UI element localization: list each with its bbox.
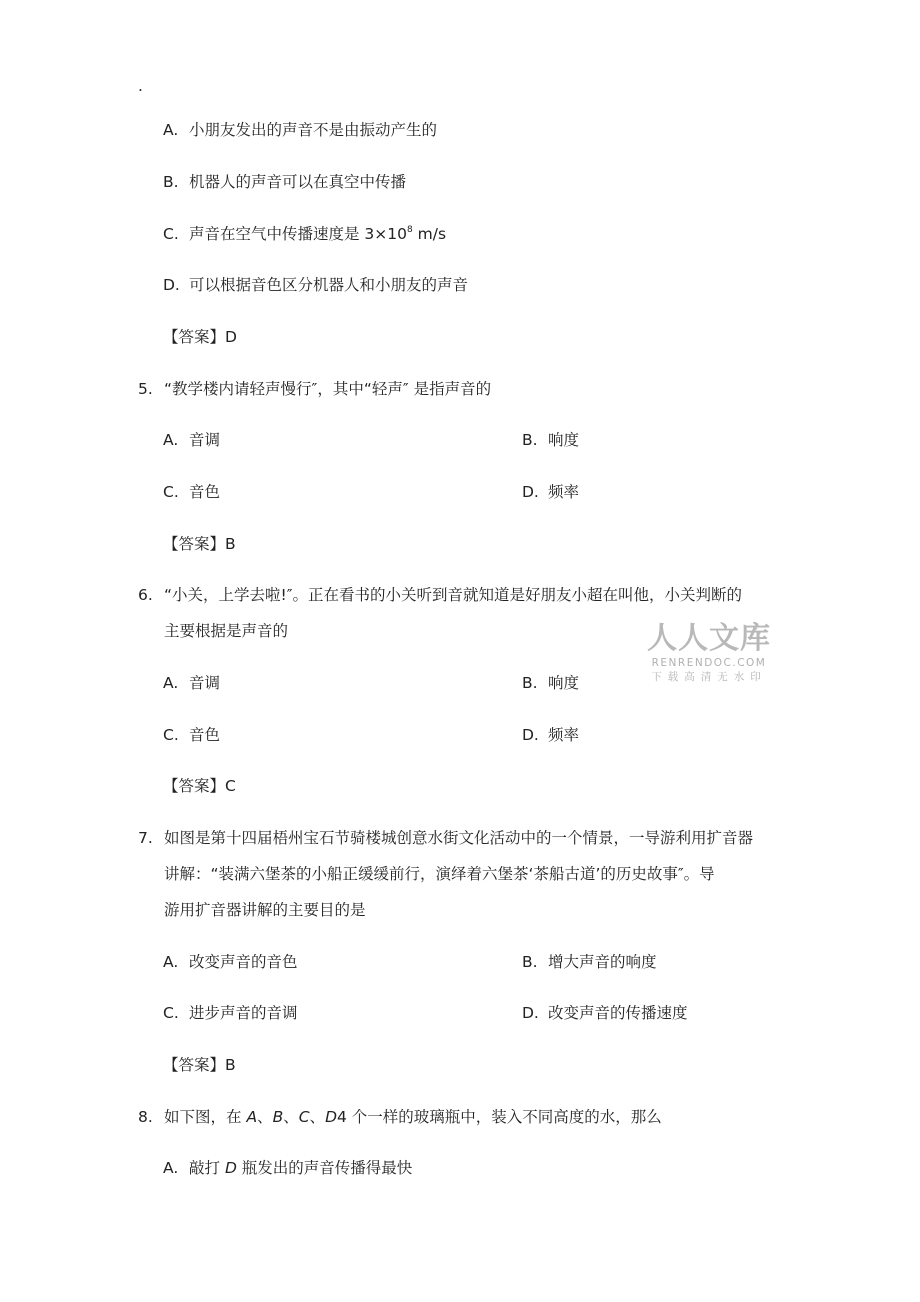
q7-option-b	[522, 952, 657, 972]
q6-option-c	[163, 725, 220, 745]
q4-option-b	[163, 172, 406, 192]
superscript: 8	[407, 225, 413, 235]
option-letter: D.	[522, 483, 539, 501]
option-letter: B.	[163, 173, 179, 191]
option-letter: B.	[522, 674, 538, 692]
bottle-label-c: C	[298, 1108, 310, 1126]
q7-option-d	[522, 1003, 688, 1023]
q5-option-b	[522, 430, 579, 450]
q7-stem-continued: 讲解：“装满六堡茶的小船正缓缓前行，演绎着六堡茶‘茶船古道’的历史故事″。导	[164, 865, 715, 883]
option-letter: C.	[163, 726, 179, 744]
q7-stem-continued-2: 游用扩音器讲解的主要目的是	[164, 901, 366, 919]
option-text: 小朋友发出的声音不是由振动产生的	[189, 121, 438, 139]
question-number: 5.	[138, 380, 153, 398]
q7-option-c	[163, 1003, 298, 1023]
q7-option-a	[163, 952, 298, 972]
option-letter: A.	[163, 431, 179, 449]
q6-option-a	[163, 673, 220, 693]
option-text-unit: m/s	[412, 225, 447, 243]
watermark-title: 人人文库	[647, 621, 771, 656]
q6-answer: 【答案】C	[163, 777, 236, 795]
watermark-subtitle: 下载高清无水印	[651, 671, 767, 683]
option-text: 改变声音的音色	[189, 953, 298, 971]
option-text: 进步声音的音调	[189, 1004, 298, 1022]
q8-option-a	[163, 1158, 412, 1178]
option-text: 频率	[548, 483, 580, 501]
q6-stem-continued: 主要根据是声音的	[164, 622, 289, 640]
q5-option-a	[163, 430, 220, 450]
option-letter: B.	[522, 431, 538, 449]
option-text: 增大声音的响度	[548, 953, 657, 971]
q6-option-b	[522, 673, 579, 693]
question-text: “教学楼内请轻声慢行″，其中“轻声″ 是指声音的	[164, 380, 492, 398]
option-text: 机器人的声音可以在真空中传播	[189, 173, 407, 191]
q4-answer: 【答案】D	[163, 328, 237, 346]
question-text: 如下图，在	[164, 1108, 247, 1126]
question-text-cont: 4 个一样的玻璃瓶中，装入不同高度的水，那么	[337, 1108, 662, 1126]
q6-option-d	[522, 725, 579, 745]
option-letter: C.	[163, 225, 179, 243]
option-letter: D.	[522, 1004, 539, 1022]
option-letter: A.	[163, 121, 179, 139]
q6-stem	[138, 585, 742, 605]
separator: 、	[257, 1108, 273, 1126]
q4-option-d	[163, 275, 468, 295]
q4-option-a	[163, 120, 437, 140]
question-text: “小关，上学去啦!″。正在看书的小关听到音就知道是好朋友小超在叫他，小关判断的	[164, 586, 743, 604]
bottle-label-d: D	[325, 1108, 337, 1126]
option-text: 音调	[189, 431, 221, 449]
option-text: 敲打	[189, 1159, 225, 1177]
question-number: 6.	[138, 586, 153, 604]
q5-option-d	[522, 482, 579, 502]
option-text: 声音在空气中传播速度是 3×10	[189, 225, 407, 243]
option-text: 音调	[189, 674, 221, 692]
question-number: 8.	[138, 1108, 153, 1126]
option-letter: D.	[163, 276, 180, 294]
q5-answer: 【答案】B	[163, 535, 236, 553]
question-number: 7.	[138, 829, 153, 847]
watermark-url: RENRENDOC.COM	[651, 657, 767, 669]
bottle-label-b: B	[272, 1108, 284, 1126]
q5-stem	[138, 379, 491, 399]
watermark	[646, 622, 772, 684]
bottle-label-d: D	[224, 1159, 237, 1177]
option-letter: B.	[522, 953, 538, 971]
q5-option-c	[163, 482, 220, 502]
q4-option-c	[163, 224, 446, 244]
option-text-cont: 瓶发出的声音传播得最快	[236, 1159, 413, 1177]
option-letter: A.	[163, 674, 179, 692]
option-text: 音色	[189, 483, 221, 501]
option-text: 音色	[189, 726, 221, 744]
option-letter: C.	[163, 483, 179, 501]
leading-dot: .	[138, 77, 143, 95]
option-text: 响度	[548, 674, 580, 692]
q8-stem	[138, 1107, 662, 1127]
option-text: 改变声音的传播速度	[548, 1004, 688, 1022]
option-letter: D.	[522, 726, 539, 744]
question-text: 如图是第十四届梧州宝石节骑楼城创意水街文化活动中的一个情景，一导游利用扩音器	[164, 829, 754, 847]
option-letter: A.	[163, 953, 179, 971]
option-text: 频率	[548, 726, 580, 744]
bottle-label-a: A	[246, 1108, 258, 1126]
option-text: 响度	[548, 431, 580, 449]
separator: 、	[283, 1108, 299, 1126]
option-letter: A.	[163, 1159, 179, 1177]
q7-stem	[138, 828, 753, 848]
separator: 、	[309, 1108, 326, 1126]
q7-answer: 【答案】B	[163, 1056, 236, 1074]
option-text: 可以根据音色区分机器人和小朋友的声音	[189, 276, 469, 294]
option-letter: C.	[163, 1004, 179, 1022]
